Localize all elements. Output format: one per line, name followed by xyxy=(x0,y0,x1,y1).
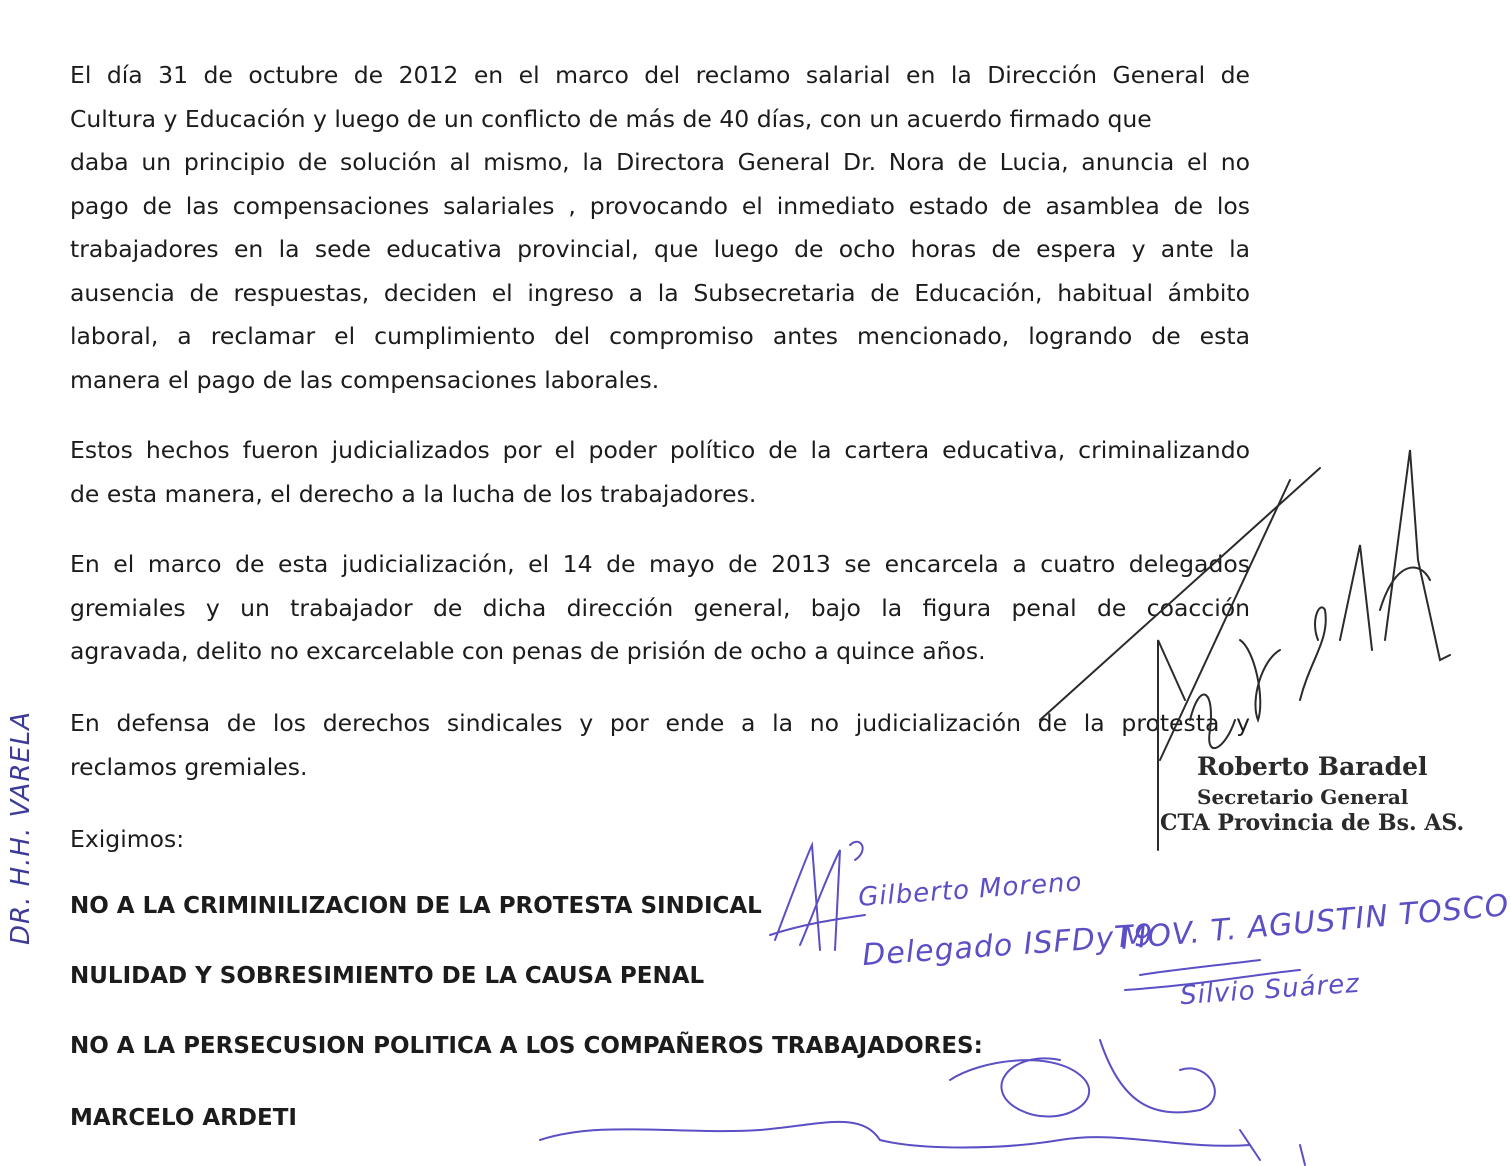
paragraph-line: El día 31 de octubre de 2012 en el marco del reclamo salarial en la Dirección General de xyxy=(70,61,1250,89)
paragraph-line: laboral, a reclamar el cumplimiento del compromiso antes mencionado, logrando de esta xyxy=(70,322,1250,350)
demand-item: MARCELO ARDETI xyxy=(70,1105,297,1131)
paragraph-line: manera el pago de las compensaciones laborales. xyxy=(70,365,660,394)
stamp-name: Roberto Baradel xyxy=(1197,752,1428,781)
handwritten-signer-name: Gilberto Moreno xyxy=(857,867,1084,913)
paragraph-line: pago de las compensaciones salariales , provocando el inmediato estado de asamblea de los xyxy=(70,191,1250,220)
paragraph-3 xyxy=(70,543,1250,674)
handwritten-signer-role: Delegado ISFDyT9 xyxy=(861,917,1155,974)
paragraph-line: daba un principio de solución al mismo, la Directora General Dr. Nora de Lucia, anuncia el no xyxy=(70,148,1250,176)
paragraph-line: En defensa de los derechos sindicales y por ende a la no judicialización de la protesta y xyxy=(70,709,1250,737)
demand-item: NULIDAD Y SOBRESIMIENTO DE LA CAUSA PENAL xyxy=(70,963,705,989)
paragraph-line: Cultura y Educación y luego de un conflicto de más de 40 días, con un acuerdo firmado que xyxy=(70,104,1152,133)
paragraph-line: agravada, delito no excarcelable con penas de prisión de ocho a quince años. xyxy=(70,637,986,665)
paragraph-line: reclamos gremiales. xyxy=(70,752,308,781)
stamp-role: Secretario General xyxy=(1197,785,1409,809)
paragraph-line: En el marco de esta judicialización, el 14 de mayo de 2013 se encarcela a cuatro delegados xyxy=(70,550,1250,578)
paragraph-line: Estos hechos fueron judicializados por el poder político de la cartera educativa, criminalizando xyxy=(70,436,1250,464)
paragraph-line: trabajadores en la sede educativa provincial, que luego de ocho horas de espera y ante la xyxy=(70,235,1250,263)
paragraph-2 xyxy=(70,429,1250,516)
paragraph-line: Exigimos: xyxy=(70,825,185,853)
handwritten-movement: MOV. T. AGUSTIN TOSCO xyxy=(1119,888,1511,957)
paragraph-line: de esta manera, el derecho a la lucha de los trabajadores. xyxy=(70,479,757,508)
demand-item: NO A LA PERSECUSION POLITICA A LOS COMPAÑEROS TRABAJADORES: xyxy=(70,1033,983,1059)
demand-item: NO A LA CRIMINILIZACION DE LA PROTESTA SINDICAL xyxy=(70,893,762,919)
handwritten-margin-note: DR. H.H. VARELA xyxy=(6,710,36,945)
paragraph-line: gremiales y un trabajador de dicha dirección general, bajo la figura penal de coacción xyxy=(70,593,1250,622)
paragraph-5 xyxy=(70,818,1250,862)
stamp-organization: CTA Provincia de Bs. AS. xyxy=(1160,810,1465,836)
paragraph-line: ausencia de respuestas, deciden el ingreso a la Subsecretaria de Educación, habitual ámbito xyxy=(70,278,1250,307)
paragraph-4 xyxy=(70,702,1250,789)
handwritten-second-name: Silvio Suárez xyxy=(1179,968,1361,1012)
paragraph-1 xyxy=(70,54,1250,402)
